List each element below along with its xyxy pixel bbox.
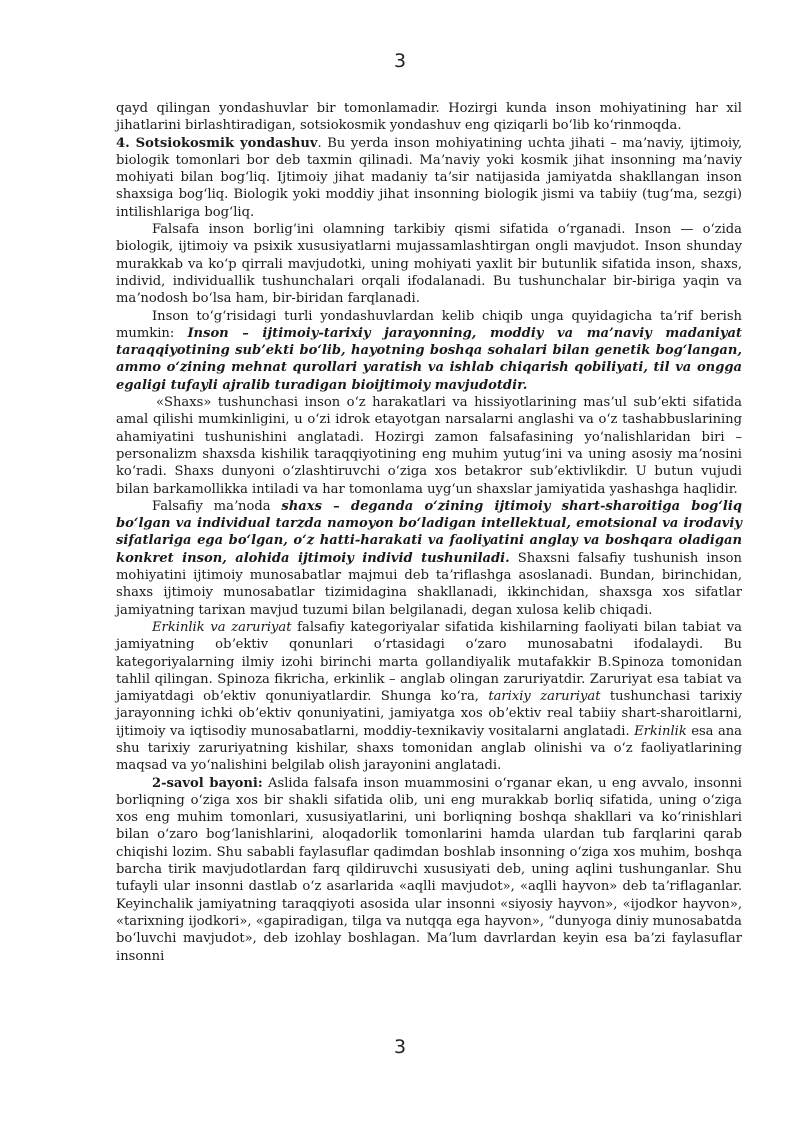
- paragraph-text: Inson toʻgʻrisidagi turli yondashuvlardan kelib chiqib unga quyidagicha taʼrif berish mumkin:: [116, 308, 742, 341]
- paragraph-text: Shaxsni falsafiy tushunish inson mohiyatini ijtimoiy munosabatlar majmui deb taʼriflashga asoslanadi. Bundan, birinchidan, shaxs ijtimoiy munosabatlar tizimidagina shakllanadi, ikkinchidan, shaxsga xos sifatlar jamiyatning tarixan mavjud tuzumi bilan belgilanadi, degan xulosa kelib chiqadi.: [116, 550, 742, 618]
- paragraph-text: falsafiy kategoriyalar sifatida kishilarning faoliyati bilan tabiat va jamiyatning obʼektiv qonunlari oʻrtasidagi oʻzaro munosabatni ifodalaydi. Bu kategoriyalarning ilmiy izohi birinchi marta gollandiyalik mutafakkir B.Spinoza tomonidan tahlil qilingan. Spinoza fikricha, erkinlik – anglab olingan zaruriyatdir. Zaruriyat esa tabiat va jamiyatdagi obʼektiv qonuniyatlardir. Shunga koʻra,: [116, 619, 742, 705]
- section-heading-sociocosmic: 4. Sotsiokosmik yondashuv: [116, 135, 318, 151]
- paragraph-text: . Bu yerda inson mohiyatining uchta jihati – maʼnaviy, ijtimoiy, biologik tomonlari bor deb taxmin qilinadi. Maʼnaviy yoki kosmik jihat insonning maʼnaviy mohiyati bilan bogʻliq. Ijtimoiy jihat madaniy taʼsir natijasida jamiyatda shakllangan inson shaxsiga bogʻliq. Biologik yoki moddiy jihat insonning biologik jismi va tabiiy (tugʻma, sezgi) intilishlariga bogʻliq.: [116, 135, 743, 220]
- paragraph-philosophy-being: Falsafa inson borligʻini olamning tarkibiy qismi sifatida oʻrganadi. Inson — oʻzida biologik, ijtimoiy va psixik xususiyatlarni mujassamlashtirgan ongli mavjudot. Inson shunday murakkab va koʻp qirrali mavjudotki, uning mohiyati yaxlit bir butunlik sifatida inson, shaxs, individ, individuallik tushunchalari orqali ifodalanadi. Bu tushunchalar bir-biriga yaqin va maʼnodosh boʻlsa ham, bir-biridan farqlanadi.: [116, 222, 742, 307]
- page-number-top: 3: [393, 50, 407, 72]
- paragraph-text: esa ana shu tarixiy zaruriyatning kishilar, shaxs tomonidan anglab olinishi va oʻz faoliyatlarining maqsad va yoʻnalishini belgilab olish jarayonini anglatadi.: [116, 723, 742, 774]
- term-erkinlik: Erkinlik: [634, 723, 687, 739]
- paragraph-continuation: qayd qilingan yondashuvlar bir tomonlamadir. Hozirgi kunda inson mohiyatining har xil jihatlarini birlashtiradigan, sotsiokosmik yondashuv eng qiziqarli boʻlib koʻrinmoqda.: [116, 101, 742, 134]
- paragraph-shaxs: «Shaxs» tushunchasi inson oʻz harakatlari va hissiyotlarining masʼul subʼekti sifatida amal qilishi mumkinligini, u oʻzi idrok etayotgan narsalarni anglashi va oʻz tashabbuslarining ahamiyatini tushunishini anglatadi. Hozirgi zamon falsafasining yoʻnalishlaridan biri – personalizm shaxsda kishilik taraqqiyotining eng muhim yutugʻini va uning asosiy maʼnosini koʻradi. Shaxs dunyoni oʻzlashtiruvchi oʻziga xos betakror subʼektivlikdir. U butun vujudi bilan barkamollikka intiladi va har tomonlama uygʻun shaxslar jamiyatida yashashga haqlidir.: [116, 395, 742, 497]
- paragraph-text: Falsafiy maʼnoda: [152, 498, 282, 514]
- definition-inson: Inson – ijtimoiy-tarixiy jarayonning, moddiy va maʼnaviy madaniyat taraqqiyotining subʼekti boʻlib, hayotning boshqa sohalari bilan genetik bogʻlangan, ammo oʻzining mehnat qurollari yaratish va ishlab chiqarish qobiliyati, til va ongga egaligi tufayli ajralib turadigan bioijtimoiy mavjudotdir.: [116, 325, 742, 393]
- section-heading-question-2: 2-savol bayoni:: [152, 775, 263, 791]
- paragraph-sociocosmic: [116, 135, 742, 221]
- definition-shaxs: shaxs – deganda oʻzining ijtimoiy shart-sharoitiga bogʻliq boʻlgan va individual tarzda namoyon boʻladigan intellektual, emotsional va irodaviy sifatlariga ega boʻlgan, oʻz hatti-harakati va faoliyatini anglay va boshqara oladigan konkret inson, alohida ijtimoiy individ tushuniladi.: [116, 498, 742, 566]
- paragraph-question-2: [116, 775, 742, 965]
- paragraph-text: Aslida falsafa inson muammosini oʻrganar ekan, u eng avvalo, insonni borliqning oʻziga xos bir shakli sifatida olib, uni eng murakkab borliq sifatida, uning oʻziga xos eng muhim tomonlari, xususiyatlarini, uni borliqning boshqa shakllari va koʻrinishlari bilan oʻzaro bogʻlanishlarini, aloqadorlik tomonlarini hamda ulardan tub farqlarini qarab chiqishi lozim. Shu sababli faylasuflar qadimdan boshlab insonning oʻziga xos muhim, boshqa barcha tirik mavjudotlardan farq qildiruvchi xususiyati deb, uning aqlini tushunganlar. Shu tufayli ular insonni dastlab oʻz asarlarida «aqlli mavjudot», «aqlli hayvon» deb taʼriflaganlar. Keyinchalik jamiyatning taraqqiyoti asosida ular insonni «siyosiy hayvon», «ijodkor hayvon», «tarixning ijodkori», «gapiradigan, tilga va nutqqa ega hayvon», “dunyoga diniy munosabatda boʻluvchi mavjudot», deb izohlay boshlagan. Maʼlum davrlardan keyin esa baʼzi faylasuflar insonni: [116, 775, 742, 964]
- paragraph-inson-definition: [116, 308, 742, 394]
- term-erkinlik-zaruriyat: Erkinlik va zaruriyat: [152, 619, 292, 635]
- term-tarixiy-zaruriyat: tarixiy zaruriyat: [488, 689, 601, 705]
- page-number-bottom: 3: [393, 1036, 407, 1058]
- paragraph-shaxs-definition: [116, 498, 742, 619]
- paragraph-freedom-necessity: [116, 619, 742, 775]
- paragraph-text: tushunchasi tarixiy jarayonning ichki obʼektiv qonuniyatini, jamiyatga xos obʼektiv real tabiiy shart-sharoitlarni, ijtimoiy va iqtisodiy munosabatlarni, moddiy-texnikaviy vositalarni anglatadi.: [116, 689, 742, 739]
- body-text: [116, 100, 742, 965]
